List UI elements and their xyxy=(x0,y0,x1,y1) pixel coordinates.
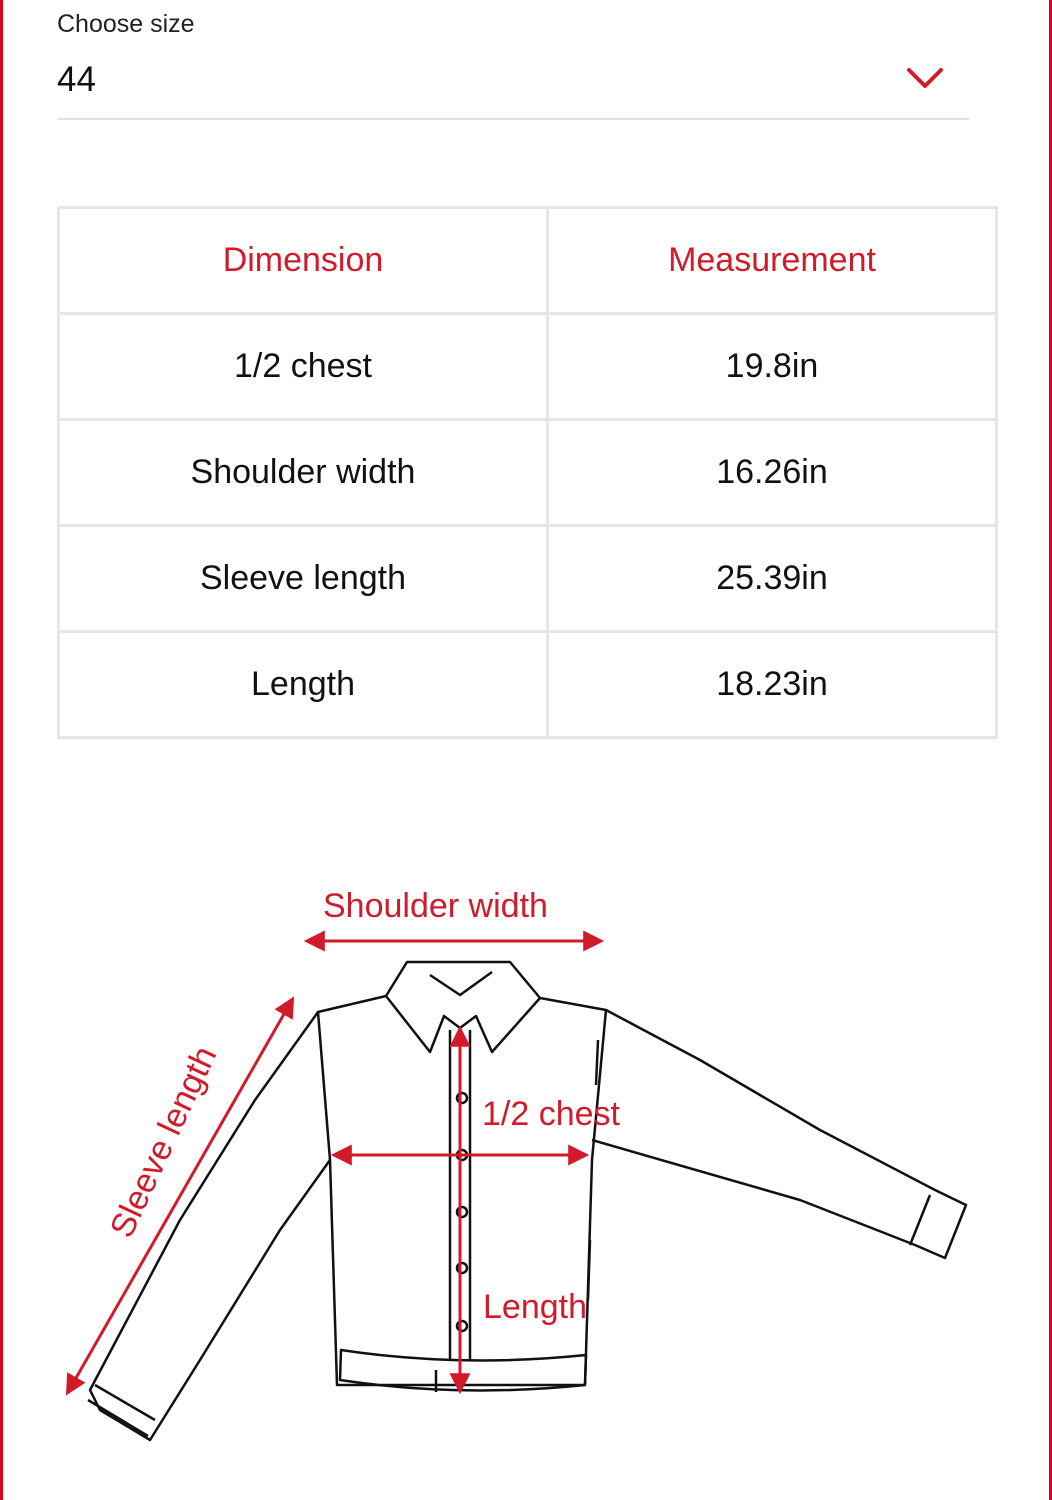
sleeve-arrow xyxy=(68,1000,292,1392)
row-dimension: Shoulder width xyxy=(59,420,548,526)
chevron-down-icon xyxy=(905,64,945,94)
row-measurement: 16.26in xyxy=(548,420,997,526)
table-row xyxy=(59,632,997,738)
chest-label: 1/2 chest xyxy=(482,1095,620,1133)
row-dimension: Length xyxy=(59,632,548,738)
selected-size: 44 xyxy=(57,60,96,99)
table-row xyxy=(59,420,997,526)
row-dimension: 1/2 chest xyxy=(59,314,548,420)
row-measurement: 19.8in xyxy=(548,314,997,420)
shoulder-width-label: Shoulder width xyxy=(323,887,548,925)
size-dropdown[interactable] xyxy=(57,50,969,120)
header-dimension: Dimension xyxy=(59,208,548,314)
table-header-row xyxy=(59,208,997,314)
table-row xyxy=(59,314,997,420)
jacket-size-diagram xyxy=(0,860,1052,1480)
size-table xyxy=(57,206,998,739)
row-dimension: Sleeve length xyxy=(59,526,548,632)
size-label: Choose size xyxy=(57,10,195,38)
row-measurement: 25.39in xyxy=(548,526,997,632)
table-row xyxy=(59,526,997,632)
jacket-outline xyxy=(88,962,966,1440)
length-label: Length xyxy=(483,1288,587,1326)
sleeve-length-label: Sleeve length xyxy=(102,1040,225,1244)
row-measurement: 18.23in xyxy=(548,632,997,738)
header-measurement: Measurement xyxy=(548,208,997,314)
